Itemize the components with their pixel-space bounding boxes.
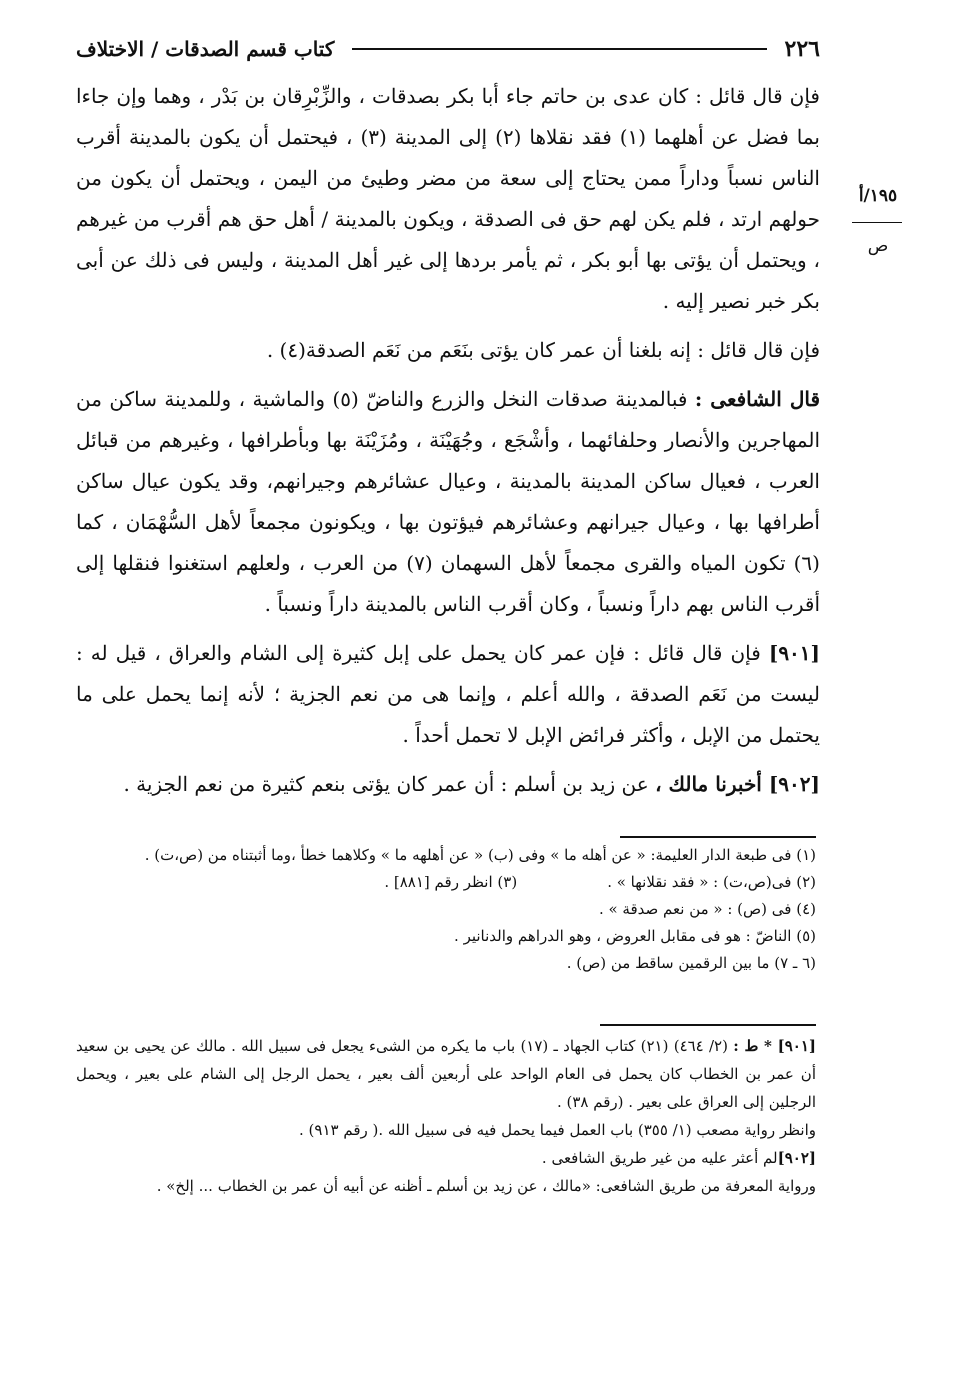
footnote-row-2-3 bbox=[76, 869, 816, 896]
source-notes bbox=[76, 1032, 816, 1200]
paragraph-902 bbox=[76, 764, 820, 805]
paragraph-902-text: عن زيد بن أسلم : أن عمر كان يؤتى بنعم كثيرة من نعم الجزية . bbox=[123, 772, 649, 796]
source-901 bbox=[76, 1032, 816, 1116]
source-901-lead: [٩٠١] * ط : bbox=[733, 1037, 816, 1055]
source-901-extra: وانظر رواية مصعب (١/ ٣٥٥) باب العمل فيما يحمل فيه فى سبيل الله .( رقم ٩١٣) . bbox=[299, 1121, 816, 1139]
page-number: ٢٢٦ bbox=[784, 36, 820, 62]
footnote-5: (٥) الناضّ : هو فى مقابل العروض ، وهو الدراهم والدنانير . bbox=[454, 927, 816, 945]
footnote-4: (٤) فى (ص) : « من نعم صدقة » . bbox=[598, 900, 816, 918]
paragraph-3 bbox=[76, 379, 820, 625]
source-901-text: (٢/ ٤٦٤) (٢١) كتاب الجهاد ـ (١٧) باب ما يكره من الشىء يجعل فى سبيل الله . مالك عن يحيى بن سعيد أن عمر بن الخطاب كان يحمل فى العام الواحد على أربعين ألف بعير ، يحمل الرجل إلى الشام على بعير ، ويحمل الرجلين إلى العراق على بعير . (رقم ٣٨) . bbox=[76, 1037, 816, 1111]
footnote-1: (١) فى طبعة الدار العليمة: « عن أهله ما » وفى (ب) « عن أهلهه ما » وكلاهما خطأ ،وما أثبتناه من (ص،ت) . bbox=[144, 846, 816, 864]
footnote-6-7: (٦ ـ ٧) ما بين الرقمين ساقط من (ص) . bbox=[566, 954, 816, 972]
paragraph-901 bbox=[76, 633, 820, 756]
footnotes bbox=[76, 842, 816, 977]
source-902-text: لم أعثر عليه من غير طريق الشافعى . bbox=[541, 1149, 778, 1167]
paragraph-2: فإن قال قائل : إنه بلغنا أن عمر كان يؤتى بنَعَم من نَعَم الصدقة(٤) . bbox=[266, 338, 820, 362]
paragraph-1: فإن قال قائل : كان عدى بن حاتم جاء أبا بكر بصدقات ، والزِّبْرِقان بن بَدْر ، وهما وإن جاءا بما فضل عن أهلهما (١) فقد نقلاها (٢) إلى المدينة (٣) ، فيحتمل أن يكون بالمدينة أقرب الناس نسباً وداراً ممن يحتاج إلى سعة من مضر وطيئ من اليمن ، ويحتمل أن يكون من حولهم ارتد ، فلم يكن لهم حق فى الصدقة ، ويكون بالمدينة / أهل حق هم أقرب من غيرهم ، ويحتمل أن يؤتى بها أبو بكر ، ثم يأمر بردها إلى غير أهل المدينة ، وليس فى ذلك عن أبى بكر خبر نصير إليه . bbox=[76, 84, 820, 313]
source-902-marifa: ورواية المعرفة من طريق الشافعى: «مالك ، عن زيد بن أسلم ـ أظنه عن أبيه أن عمر بن الخطاب ... إلخ» . bbox=[156, 1177, 816, 1195]
header-rule bbox=[352, 48, 766, 50]
main-text bbox=[76, 76, 820, 805]
footnote-3: (٣) انظر رقم [٨٨١] . bbox=[384, 873, 518, 891]
page-header bbox=[76, 32, 820, 66]
paragraph-901-number: [٩٠١] bbox=[768, 641, 821, 665]
paragraph-902-lead: [٩٠٢] أخبرنا مالك ، bbox=[655, 772, 820, 796]
paragraph-3-text: فبالمدينة صدقات النخل والزرع والناضّ (٥) والماشية ، وللمدينة ساكن من المهاجرين والأنصار وحلفائهما ، وأشْجَع ، وجُهَيْنَة ، ومُزَيْنَة بها وبأطرافها ، وغيرهم من قبائل العرب ، فعيال ساكن المدينة بالمدينة ، وعيال عشائرهم وجيرانهم، وقد يكون عيال ساكن أطرافها بها ، وعيال جيرانهم وعشائرهم فيؤتون بها ، ويكونون مجمعاً لأهل السُّهْمَان ، كما (٦) تكون المياه والقرى مجمعاً لأهل السهمان (٧) من العرب ، ولعلهم استغنوا فنقلها إلى أقرب الناس بهم داراً ونسباً ، وكان أقرب الناس بالمدينة داراً ونسباً . bbox=[76, 387, 820, 616]
footnote-2: (٢) فى(ص،ت) : « فقد نقلانها » . bbox=[607, 873, 816, 891]
source-902 bbox=[76, 1144, 816, 1172]
footnote-separator bbox=[620, 836, 816, 838]
source-902-lead: [٩٠٢] bbox=[777, 1149, 816, 1167]
sources-separator bbox=[600, 1024, 816, 1026]
margin-rule bbox=[852, 222, 902, 223]
margin-manuscript-siglum: ص bbox=[867, 236, 889, 256]
paragraph-901-text: فإن قال قائل : فإن عمر كان يحمل على إبل كثيرة إلى الشام والعراق ، قيل له : ليست من نَعَم الصدقة ، والله أعلم ، وإنما هى من نعم الجزية ؛ لأنه إنما يحمل على ما يحتمل من الإبل ، وأكثر فرائض الإبل لا تحمل أحداً . bbox=[76, 641, 820, 747]
margin-folio-ref: ١٩٥/أ bbox=[858, 186, 898, 206]
running-title: كتاب قسم الصدقات / الاختلاف bbox=[76, 37, 335, 61]
paragraph-3-lead: قال الشافعى : bbox=[694, 387, 820, 411]
